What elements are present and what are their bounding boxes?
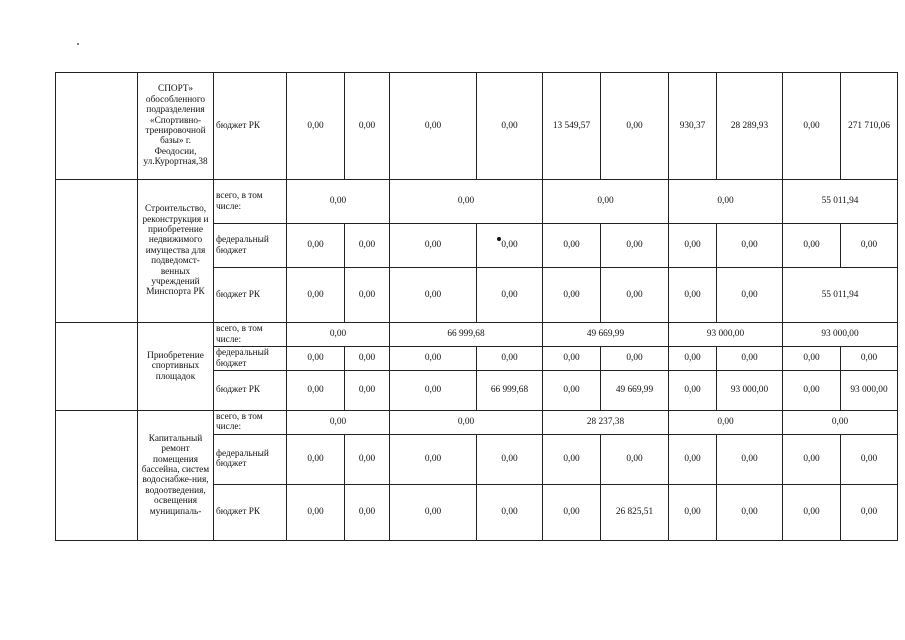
value-cell: 0,00	[345, 347, 390, 371]
value-cell: 0,00	[783, 347, 841, 371]
value-cell: 0,00	[345, 484, 390, 540]
value-cell: 0,00	[601, 434, 669, 484]
source-label-cell: федеральный бюджет	[214, 347, 287, 371]
value-cell: 0,00	[841, 224, 898, 268]
value-cell: 93 000,00	[717, 371, 783, 411]
value-cell: 0,00	[287, 484, 345, 540]
value-cell: 0,00	[390, 347, 477, 371]
source-label-cell: федеральный бюджет	[214, 434, 287, 484]
value-cell: 0,00	[477, 73, 543, 180]
value-cell: 0,00	[841, 347, 898, 371]
value-cell: 28 289,93	[717, 73, 783, 180]
value-cell: 26 825,51	[601, 484, 669, 540]
value-cell: 13 549,57	[543, 73, 601, 180]
value-cell: 0,00	[477, 484, 543, 540]
scan-speck	[77, 43, 79, 45]
total-value-cell: 55 011,94	[783, 180, 898, 224]
total-value-cell: 93 000,00	[669, 323, 783, 347]
blank-cell	[56, 323, 138, 411]
value-cell: 0,00	[287, 224, 345, 268]
value-cell: 0,00	[287, 347, 345, 371]
value-cell: 0,00	[287, 268, 345, 323]
value-cell: 0,00	[841, 434, 898, 484]
value-cell: 0,00	[345, 268, 390, 323]
value-cell: 0,00	[783, 434, 841, 484]
source-label-cell: всего, в том числе:	[214, 323, 287, 347]
value-cell: 0,00	[345, 224, 390, 268]
value-cell: 0,00	[390, 484, 477, 540]
value-cell: 271 710,06	[841, 73, 898, 180]
value-cell: 0,00	[390, 224, 477, 268]
source-label-cell: всего, в том числе:	[214, 180, 287, 224]
source-label-cell: бюджет РК	[214, 73, 287, 180]
value-cell: 0,00	[669, 347, 717, 371]
table-row	[56, 323, 898, 347]
value-cell: 0,00	[669, 371, 717, 411]
total-value-cell: 0,00	[287, 180, 390, 224]
total-value-cell: 0,00	[669, 411, 783, 435]
value-cell: 0,00	[543, 371, 601, 411]
value-cell: 0,00	[477, 268, 543, 323]
total-value-cell: 0,00	[669, 180, 783, 224]
value-cell: 0,00	[717, 224, 783, 268]
item-name-cell: СПОРТ» обособленного подразделения «Спортивно-тренировочной базы» г. Феодосии, ул.Курортная,38	[138, 73, 214, 180]
value-cell: 0,00	[783, 371, 841, 411]
value-cell: 0,00	[345, 434, 390, 484]
source-label-cell: федеральный бюджет	[214, 224, 287, 268]
total-value-cell: 28 237,38	[543, 411, 669, 435]
total-value-cell: 0,00	[287, 411, 390, 435]
merged-value-cell: 55 011,94	[783, 268, 898, 323]
total-value-cell: 0,00	[543, 180, 669, 224]
value-cell: 0,00	[543, 484, 601, 540]
total-value-cell: 66 999,68	[390, 323, 543, 347]
total-value-cell: 0,00	[390, 180, 543, 224]
value-cell: 0,00	[841, 484, 898, 540]
total-value-cell: 93 000,00	[783, 323, 898, 347]
value-cell: 0,00	[287, 371, 345, 411]
value-cell: 49 669,99	[601, 371, 669, 411]
value-cell: 0,00	[287, 73, 345, 180]
value-cell: 0,00	[717, 484, 783, 540]
value-cell: 0,00	[390, 371, 477, 411]
blank-cell	[56, 73, 138, 180]
item-name-cell: Капитальный ремонт помещения бассейна, систем водоснабже-ния, водоотведения, освещения муниципаль-	[138, 411, 214, 541]
blank-cell	[56, 411, 138, 541]
source-label-cell: бюджет РК	[214, 371, 287, 411]
table-row	[56, 180, 898, 224]
value-cell: 0,00	[717, 347, 783, 371]
value-cell: 0,00	[477, 347, 543, 371]
value-cell: 0,00	[717, 434, 783, 484]
value-cell: 930,37	[669, 73, 717, 180]
source-label-cell: бюджет РК	[214, 268, 287, 323]
value-cell: 0,00	[669, 224, 717, 268]
value-cell: 0,00	[783, 484, 841, 540]
value-cell: 0,00	[345, 371, 390, 411]
blank-cell	[56, 180, 138, 323]
value-cell: 66 999,68	[477, 371, 543, 411]
value-cell: 0,00	[543, 434, 601, 484]
source-label-cell: всего, в том числе:	[214, 411, 287, 435]
value-cell: 0,00	[601, 347, 669, 371]
value-cell: 0,00	[345, 73, 390, 180]
total-value-cell: 49 669,99	[543, 323, 669, 347]
table-row	[56, 73, 898, 180]
value-cell: 0,00	[543, 224, 601, 268]
value-cell: 0,00	[390, 268, 477, 323]
value-cell: 0,00	[390, 73, 477, 180]
value-cell: 0,00	[390, 434, 477, 484]
table-row	[56, 411, 898, 435]
value-cell: 0,00	[669, 434, 717, 484]
value-cell: 0,00	[601, 268, 669, 323]
value-cell: 0,00	[477, 434, 543, 484]
budget-table	[55, 72, 898, 541]
item-name-cell: Строительство, реконструкция и приобретение недвижимого имущества для подведомст-венных учреждений Минспорта РК	[138, 180, 214, 323]
total-value-cell: 0,00	[390, 411, 543, 435]
value-cell: 0,00	[601, 224, 669, 268]
value-cell: 0,00	[783, 73, 841, 180]
value-cell: 0,00	[783, 224, 841, 268]
value-cell: 0,00	[669, 268, 717, 323]
value-cell: 0,00	[287, 434, 345, 484]
source-label-cell: бюджет РК	[214, 484, 287, 540]
value-cell: 93 000,00	[841, 371, 898, 411]
item-name-cell: Приобретение спортивных площадок	[138, 323, 214, 411]
value-cell: 0,00	[601, 73, 669, 180]
value-cell: 0,00	[543, 268, 601, 323]
value-cell: 0,00	[543, 347, 601, 371]
total-value-cell: 0,00	[287, 323, 390, 347]
value-cell: 0,00	[669, 484, 717, 540]
value-cell: 0,00	[717, 268, 783, 323]
value-cell: 0,00	[477, 224, 543, 268]
total-value-cell: 0,00	[783, 411, 898, 435]
